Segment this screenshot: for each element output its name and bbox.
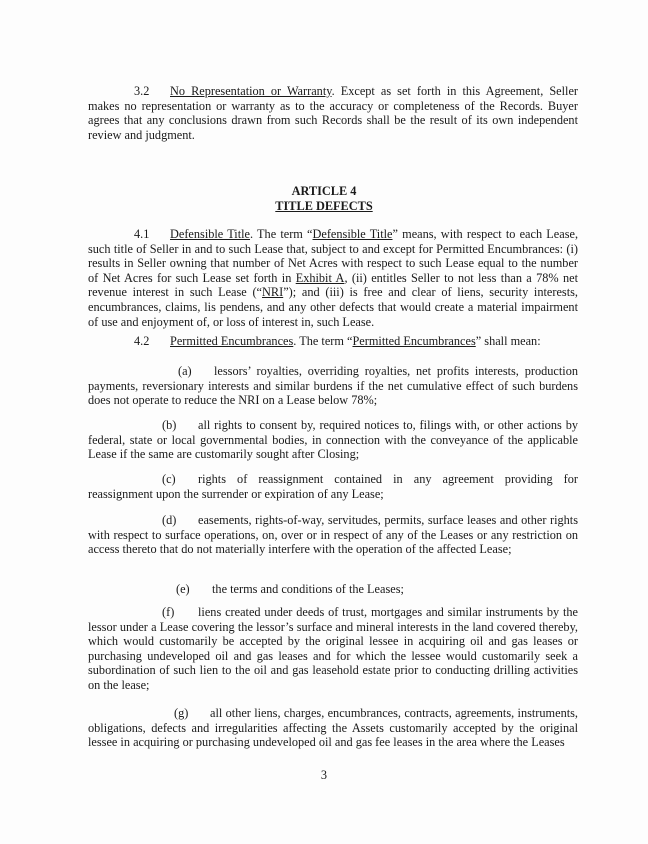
item-text: the terms and conditions of the Leases; <box>212 582 404 596</box>
section-title: Permitted Encumbrances <box>170 334 294 348</box>
section-text: . The term “ <box>293 334 353 348</box>
section-body: . Except as set forth in this Agreement, Seller makes no representation or warranty as to the accuracy or completeness of the Records. Buyer agrees that any conclusions drawn from such Records shall be the result of its own independent review and judgment. <box>88 84 579 142</box>
item-label: (e) <box>176 582 190 596</box>
item-label: (f) <box>162 605 175 619</box>
item-c <box>88 472 578 501</box>
defined-term: Defensible Title <box>312 227 393 241</box>
item-label: (d) <box>162 513 177 527</box>
exhibit-reference: Exhibit A <box>295 270 345 285</box>
item-b <box>88 418 578 462</box>
article-title: ARTICLE 4 <box>291 184 357 198</box>
item-text: liens created under deeds of trust, mortgages and similar instruments by the lessor under a Lease covering the lessor’s surface and mineral interests in the land covered thereby, which would customarily be accepted by the original lessee in acquiring oil and gas leases or purchasing undeveloped oil and gas leases and for which the lessee would customarily seek a subordination of such lien to the oil and gas leasehold estate prior to conducting drilling activities on the lease; <box>88 605 578 692</box>
defined-term-nri: NRI <box>262 285 284 300</box>
item-text: lessors’ royalties, overriding royalties, net profits interests, production payments, reversionary interests and similar burdens if the net cumulative effect of such burdens does not operate to reduce the NRI on a Lease below 78%; <box>88 364 578 408</box>
section-text: . The term “ <box>250 227 313 241</box>
item-g <box>88 706 578 750</box>
item-text: all other liens, charges, encumbrances, contracts, agreements, instruments, obligations, defects and irregularities affecting the Assets customarily accepted by the original lessee in acquiring or purchasing undeveloped oil and gas fee leases in the area where the Leases <box>88 706 578 750</box>
defined-term: Permitted Encumbrances <box>352 334 476 348</box>
section-number: 4.2 <box>134 334 150 348</box>
section-text: ” means, with respect to each Lease, such title of Seller in and to such Lease that, subject to and except for Permitted Encumbrances: (i) results in Seller owning that number of Net Acres with respect to such Lease equal to the number of Net Acres for such Lease set forth in <box>88 227 579 285</box>
item-text: all rights to consent by, required notices to, filings with, or other actions by federal, state or local governmental bodies, in connection with the conveyance of the applicable Lease if the same are customarily sought after Closing; <box>88 418 578 462</box>
item-a <box>88 364 578 408</box>
item-d <box>88 513 578 557</box>
section-title: No Representation or Warranty <box>170 84 332 98</box>
section-text: ” shall mean: <box>475 334 541 348</box>
item-label: (c) <box>162 472 176 486</box>
article-subtitle: TITLE DEFECTS <box>275 199 373 213</box>
section-4-1 <box>88 227 578 329</box>
section-4-2 <box>134 334 541 349</box>
item-e <box>176 582 404 597</box>
item-label: (b) <box>162 418 177 432</box>
page-number: 3 <box>320 768 328 782</box>
section-number: 3.2 <box>134 84 150 98</box>
section-title: Defensible Title <box>170 227 251 241</box>
item-label: (g) <box>174 706 189 720</box>
section-text: ”); and (iii) is free and clear of liens, security interests, encumbrances, claims, lis pendens, and any other defects that would create a material impairment of use and enjoyment of, or loss of interest in, such Lease. <box>88 285 578 329</box>
item-f <box>88 605 578 693</box>
section-text: , (ii) entitles Seller to not less than a 78% net revenue interest in such Lease (“ <box>88 270 578 300</box>
section-number: 4.1 <box>134 227 150 241</box>
section-3-2 <box>88 84 578 142</box>
item-text: easements, rights-of-way, servitudes, permits, surface leases and other rights with respect to surface operations, on, over or in respect of any of the Leases or any restriction on access thereto that do not materially interfere with the operation of the affected Lease; <box>88 513 578 557</box>
item-text: rights of reassignment contained in any agreement providing for reassignment upon the surrender or expiration of any Lease; <box>88 472 578 501</box>
item-label: (a) <box>178 364 192 378</box>
